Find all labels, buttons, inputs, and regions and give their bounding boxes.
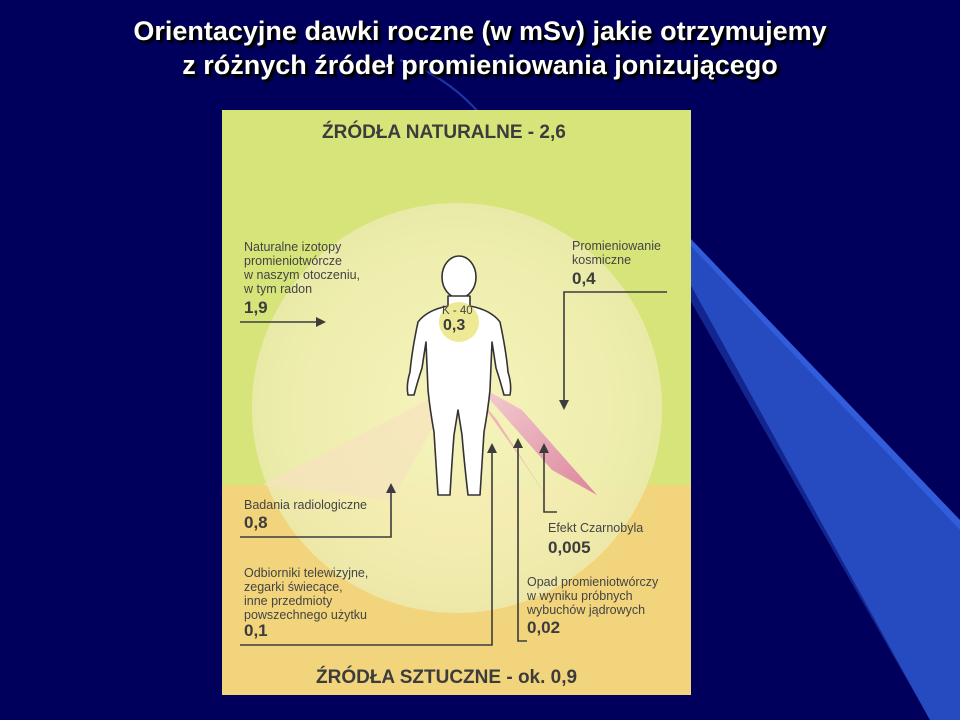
terrestrial-label-line: Naturalne izotopy [244, 240, 342, 254]
slide-title [0, 14, 960, 82]
chernobyl-label: Efekt Czarnobyla [548, 521, 644, 535]
fallout-value: 0,02 [527, 618, 561, 637]
consumer-goods-label [244, 566, 368, 622]
chernobyl-value: 0,005 [548, 538, 591, 557]
consumer-label-line: zegarki świecące, [244, 580, 343, 594]
cosmic-label [572, 239, 661, 267]
cosmic-label-line: kosmiczne [572, 253, 632, 267]
terrestrial-label-line: promieniotwórcze [244, 254, 342, 268]
head [442, 256, 476, 298]
radiology-value: 0,8 [244, 513, 268, 532]
terrestrial-value: 1,9 [244, 298, 268, 317]
fallout-label-line: w wyniku próbnych [527, 589, 633, 603]
natural-sources-heading: ŹRÓDŁA NATURALNE - 2,6 [322, 122, 566, 143]
fallout-label-line: wybuchów jądrowych [527, 603, 646, 617]
terrestrial-label [244, 240, 360, 296]
slide-title-line-1: Orientacyjne dawki roczne (w mSv) jakie otrzymujemy [133, 16, 827, 46]
slide-title-line-2: z różnych źródeł promieniowania jonizującego [182, 50, 778, 80]
consumer-label-line: inne przedmioty [244, 594, 333, 608]
terrestrial-label-line: w tym radon [244, 282, 313, 296]
cosmic-value: 0,4 [572, 269, 596, 288]
k40-value: 0,3 [443, 317, 466, 334]
artificial-sources-heading: ŹRÓDŁA SZTUCZNE - ok. 0,9 [316, 667, 578, 688]
consumer-label-line: powszechnego użytku [244, 608, 367, 622]
radiology-label: Badania radiologiczne [244, 498, 368, 512]
k40-label: K - 40 [442, 305, 473, 317]
terrestrial-label-line: w naszym otoczeniu, [244, 268, 361, 282]
cosmic-label-line: Promieniowanie [572, 239, 661, 253]
consumer-label-line: Odbiorniki telewizyjne, [244, 566, 369, 580]
fallout-label [527, 575, 658, 617]
radiation-sources-poster [222, 110, 691, 695]
consumer-goods-value: 0,1 [244, 621, 268, 640]
fallout-label-line: Opad promieniotwórczy [527, 575, 659, 589]
